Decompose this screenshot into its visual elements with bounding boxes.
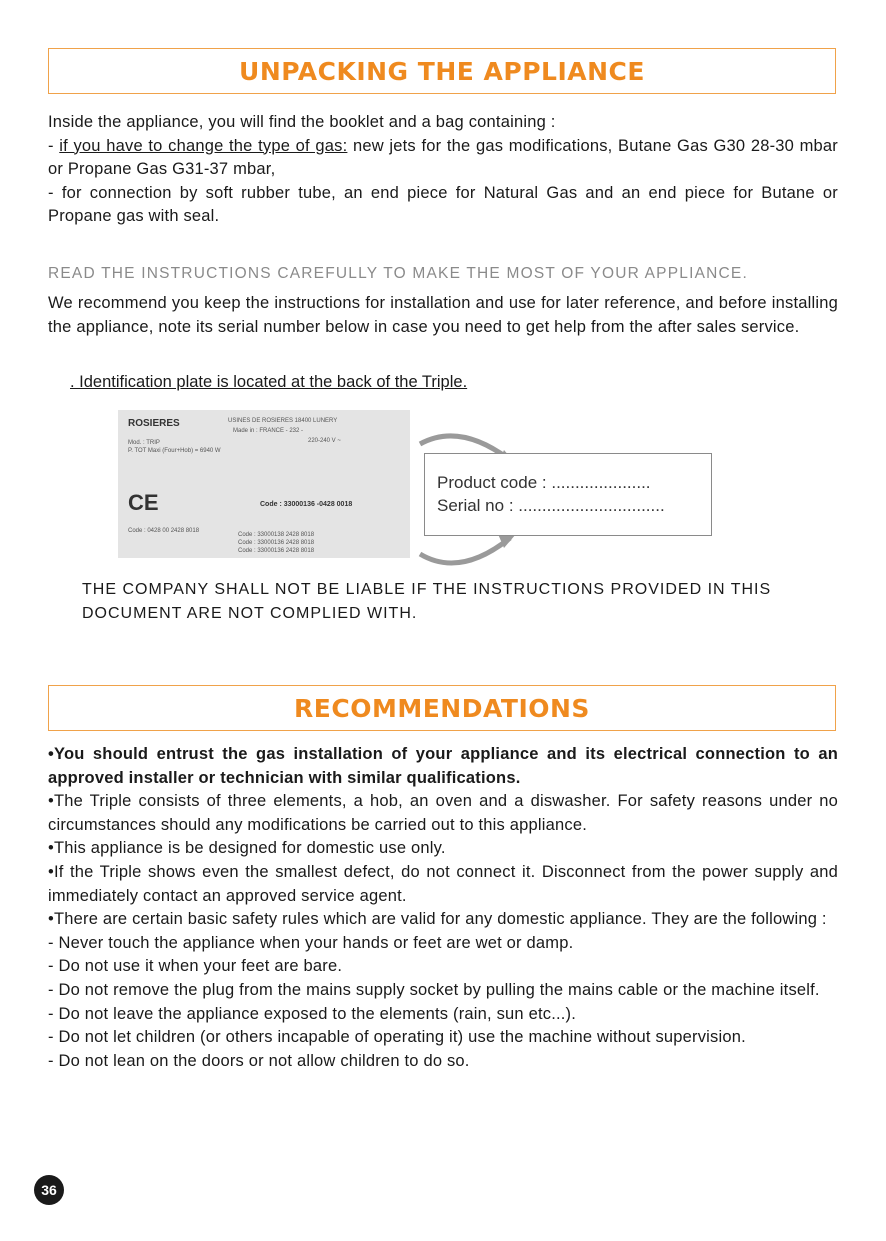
plate-code-4: Code : 33000136 2428 8018 [238, 548, 315, 554]
plate-power: P. TOT Maxi (Four+Hob) = 6940 W [128, 448, 221, 454]
recommendation-item: •You should entrust the gas installation of your appliance and its electrical connection to an approved installer or technician with similar qualifications. [48, 745, 838, 787]
safety-rule-item: - Never touch the appliance when your hands or feet are wet or damp. [48, 933, 574, 952]
identification-plate-image [118, 410, 410, 558]
identification-note: . Identification plate is located at the back of the Triple. [70, 373, 468, 391]
serial-no-line: Serial no : ............................... [437, 496, 665, 515]
recommendation-item: •There are certain basic safety rules which are valid for any domestic appliance. They are the following : [48, 910, 827, 929]
recommendation-item: •The Triple consists of three elements, a hob, an oven and a diswasher. For safety reasons under no circumstances should any modifications be carried out to this appliance. [48, 792, 838, 834]
recommendations-title: RECOMMENDATIONS [48, 685, 836, 731]
liability-notice: THE COMPANY SHALL NOT BE LIABLE IF THE INSTRUCTIONS PROVIDED IN THIS DOCUMENT ARE NOT COMPLIED WITH. [82, 581, 772, 622]
plate-gas-code: Code : 0428 00 2428 8018 [128, 528, 200, 534]
recommend-keep [48, 292, 838, 339]
unpacking-title: UNPACKING THE APPLIANCE [48, 48, 836, 94]
product-code-line: Product code : ..................... [437, 473, 651, 492]
unpacking-intro: Inside the appliance, you will find the booklet and a bag containing : [48, 113, 556, 131]
plate-code-2: Code : 33000138 2428 8018 [238, 532, 315, 538]
recommendation-item: •If the Triple shows even the smallest defect, do not connect it. Disconnect from the power supply and immediately contact an approved service agent. [48, 862, 838, 905]
plate-code: Code : 33000136 -0428 0018 [260, 501, 353, 508]
connection-line: - for connection by soft rubber tube, an end piece for Natural Gas and an end piece for Butane or Propane gas with seal. [48, 183, 838, 225]
safety-rule-item: - Do not let children (or others incapable of operating it) use the machine without supervision. [48, 1028, 746, 1047]
gas-change-line [48, 135, 838, 182]
plate-voltage: 220-240 V ~ [308, 438, 341, 444]
unpacking-text [48, 111, 838, 229]
plate-model: Mod. : TRIP [128, 440, 160, 446]
safety-rule-item: - Do not lean on the doors or not allow children to do so. [48, 1051, 470, 1070]
gas-change-underlined: if you have to change the type of gas: [59, 136, 348, 155]
plate-maker: USINES DE ROSIERES 18400 LUNERY [228, 418, 338, 424]
safety-rule-item: - Do not remove the plug from the mains supply socket by pulling the mains cable or the machine itself. [48, 980, 820, 999]
plate-ce-mark: CE [128, 490, 159, 515]
recommend-keep-text: We recommend you keep the instructions for installation and use for later reference, and before installing the appliance, note its serial number below in case you need to get help from the after sales service. [48, 294, 838, 336]
plate-brand: ROSIERES [128, 418, 180, 429]
plate-code-3: Code : 33000136 2428 8018 [238, 540, 315, 546]
plate-made-in: Made in : FRANCE - 232 - [233, 428, 304, 434]
gas-prefix: - [48, 136, 60, 155]
safety-rule-item: - Do not leave the appliance exposed to the elements (rain, sun etc...). [48, 1004, 577, 1023]
safety-rule-item: - Do not use it when your feet are bare. [48, 957, 343, 976]
serial-callout-box [424, 453, 712, 536]
recommendations-list [48, 743, 838, 1073]
page-number: 36 [34, 1175, 64, 1205]
recommendation-item: •This appliance is be designed for domestic use only. [48, 839, 446, 858]
read-instructions: READ THE INSTRUCTIONS CAREFULLY TO MAKE THE MOST OF YOUR APPLIANCE. [48, 265, 748, 282]
gas-change-rest: new jets for the gas modifications, Butane Gas G30 28-30 mbar or Propane Gas G31-37 mbar, [48, 136, 838, 178]
